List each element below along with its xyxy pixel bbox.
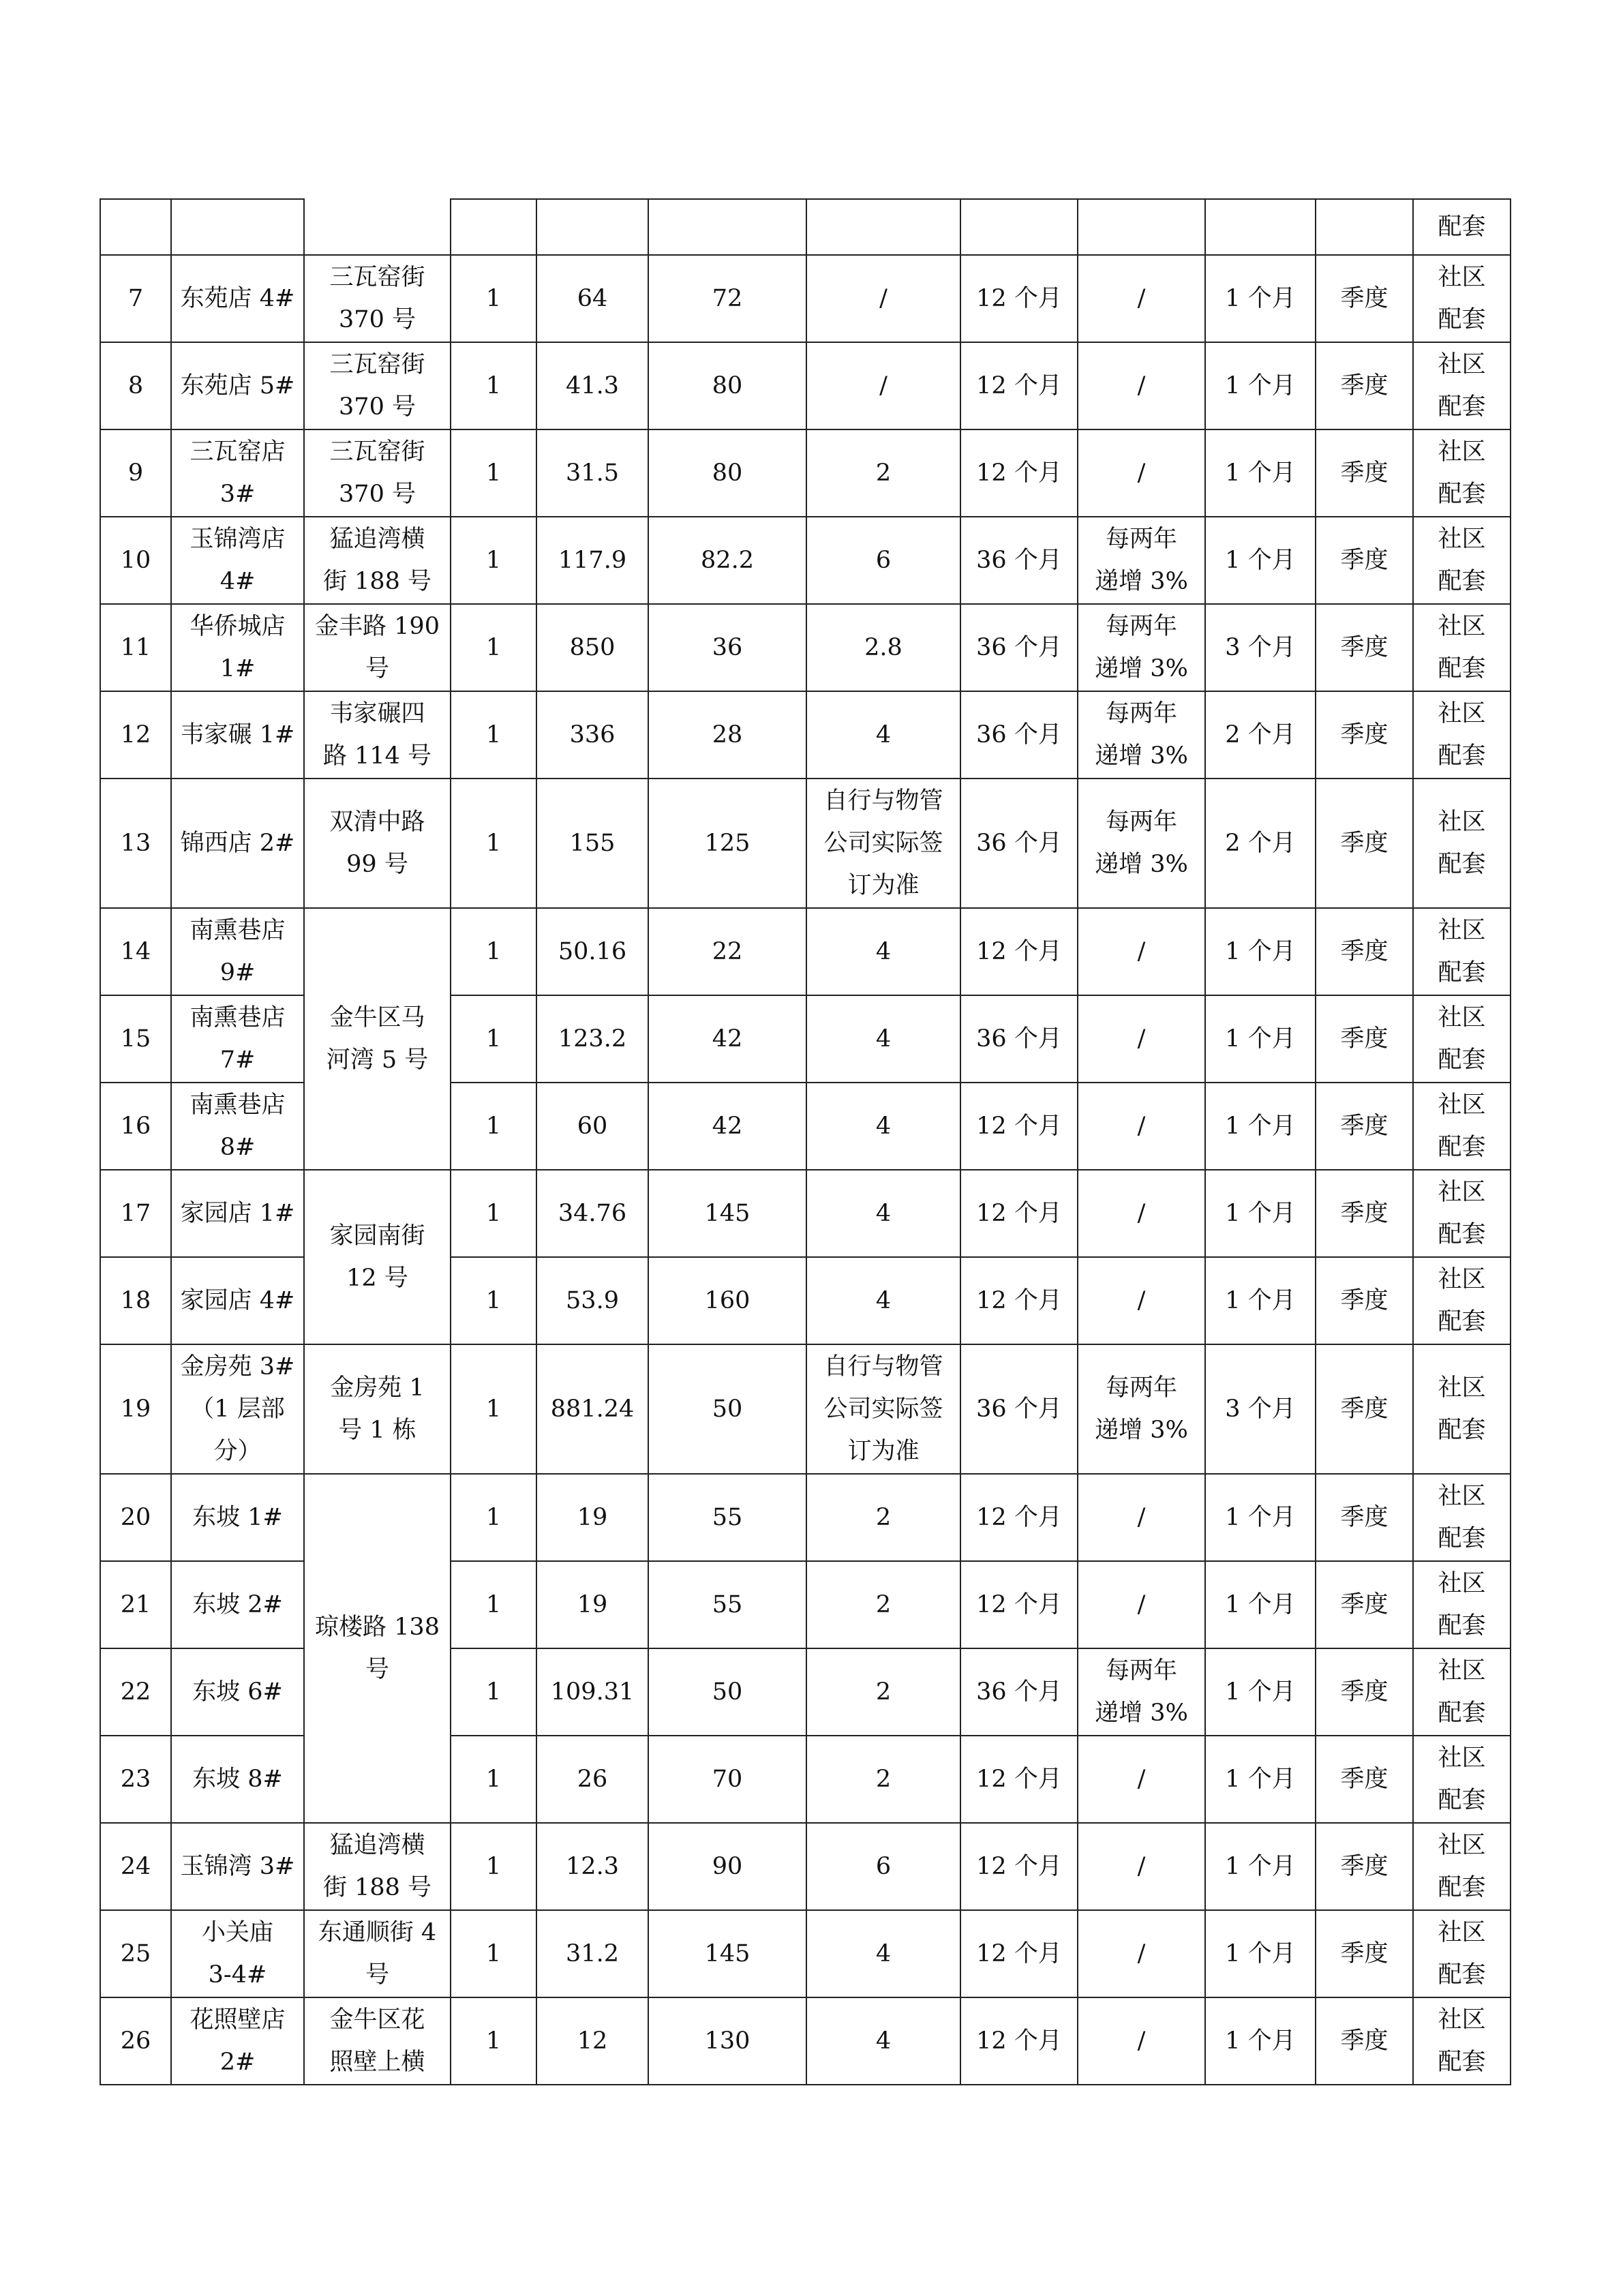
usage-cell: 社区 配套 <box>1413 1823 1511 1910</box>
quantity-cell: 1 <box>451 1257 536 1344</box>
lease-term-cell: 12 个月 <box>960 1474 1078 1561</box>
usage-cell: 社区 配套 <box>1413 1170 1511 1257</box>
store-name-cell: 锦西店 2# <box>171 779 304 908</box>
payment-cycle-cell <box>1316 199 1413 255</box>
row-number-cell: 22 <box>100 1648 171 1736</box>
property-fee-cell: 4 <box>806 1997 960 2085</box>
usage-cell: 社区 配套 <box>1413 1344 1511 1474</box>
deposit-cell: 1 个月 <box>1205 429 1316 517</box>
quantity-cell: 1 <box>451 1083 536 1170</box>
unit-price-cell: 50 <box>648 1344 806 1474</box>
property-fee-cell: 4 <box>806 995 960 1083</box>
table-row <box>100 1910 1511 1997</box>
deposit-cell: 1 个月 <box>1205 995 1316 1083</box>
property-fee-cell: 2 <box>806 1648 960 1736</box>
lease-term-cell: 12 个月 <box>960 1910 1078 1997</box>
usage-cell: 社区 配套 <box>1413 779 1511 908</box>
store-name-cell: 东坡 6# <box>171 1648 304 1736</box>
quantity-cell: 1 <box>451 1344 536 1474</box>
rent-increase-cell: / <box>1078 1474 1205 1561</box>
unit-price-cell: 55 <box>648 1474 806 1561</box>
payment-cycle-cell: 季度 <box>1316 1083 1413 1170</box>
property-fee-cell: 4 <box>806 691 960 779</box>
payment-cycle-cell: 季度 <box>1316 1344 1413 1474</box>
area-cell: 60 <box>536 1083 648 1170</box>
lease-term-cell: 36 个月 <box>960 995 1078 1083</box>
rent-increase-cell: / <box>1078 1823 1205 1910</box>
lease-term-cell: 36 个月 <box>960 779 1078 908</box>
area-cell: 117.9 <box>536 517 648 604</box>
unit-price-cell: 22 <box>648 908 806 995</box>
lease-term-cell: 12 个月 <box>960 1170 1078 1257</box>
usage-cell: 社区 配套 <box>1413 1474 1511 1561</box>
usage-cell: 社区 配套 <box>1413 517 1511 604</box>
lease-term-cell: 36 个月 <box>960 1344 1078 1474</box>
quantity-cell: 1 <box>451 1170 536 1257</box>
rent-increase-cell: / <box>1078 1561 1205 1648</box>
store-name-cell: 家园店 1# <box>171 1170 304 1257</box>
row-number-cell: 26 <box>100 1997 171 2085</box>
lease-term-cell: 36 个月 <box>960 517 1078 604</box>
rent-increase-cell: / <box>1078 1997 1205 2085</box>
property-fee-cell: 6 <box>806 517 960 604</box>
property-fee-cell: / <box>806 342 960 429</box>
area-cell: 41.3 <box>536 342 648 429</box>
payment-cycle-cell: 季度 <box>1316 1910 1413 1997</box>
area-cell: 50.16 <box>536 908 648 995</box>
row-number-cell: 18 <box>100 1257 171 1344</box>
property-fee-cell: 6 <box>806 1823 960 1910</box>
area-cell: 31.5 <box>536 429 648 517</box>
lease-term-cell: 12 个月 <box>960 342 1078 429</box>
store-name-cell: 南熏巷店 9# <box>171 908 304 995</box>
store-name-cell: 金房苑 3# （1 层部 分） <box>171 1344 304 1474</box>
store-name-cell: 华侨城店 1# <box>171 604 304 691</box>
lease-table <box>100 198 1511 2085</box>
row-number-cell: 25 <box>100 1910 171 1997</box>
table-row <box>100 908 1511 995</box>
unit-price-cell: 72 <box>648 255 806 342</box>
payment-cycle-cell: 季度 <box>1316 908 1413 995</box>
address-cell: 三瓦窑街 370 号 <box>304 429 451 517</box>
usage-cell: 配套 <box>1413 199 1511 255</box>
deposit-cell: 2 个月 <box>1205 691 1316 779</box>
lease-term-cell: 12 个月 <box>960 1823 1078 1910</box>
row-number-cell: 16 <box>100 1083 171 1170</box>
area-cell: 881.24 <box>536 1344 648 1474</box>
table-row <box>100 1344 1511 1474</box>
rent-increase-cell: 每两年 递增 3% <box>1078 1648 1205 1736</box>
row-number-cell: 23 <box>100 1736 171 1823</box>
quantity-cell: 1 <box>451 255 536 342</box>
quantity-cell: 1 <box>451 995 536 1083</box>
quantity-cell: 1 <box>451 342 536 429</box>
deposit-cell <box>1205 199 1316 255</box>
store-name-cell: 家园店 4# <box>171 1257 304 1344</box>
unit-price-cell: 145 <box>648 1170 806 1257</box>
payment-cycle-cell: 季度 <box>1316 1170 1413 1257</box>
area-cell: 850 <box>536 604 648 691</box>
rent-increase-cell: / <box>1078 908 1205 995</box>
table-row <box>100 604 1511 691</box>
row-number-cell: 14 <box>100 908 171 995</box>
deposit-cell: 1 个月 <box>1205 1561 1316 1648</box>
rent-increase-cell: / <box>1078 342 1205 429</box>
store-name-cell: 东坡 1# <box>171 1474 304 1561</box>
deposit-cell: 1 个月 <box>1205 1170 1316 1257</box>
unit-price-cell: 42 <box>648 995 806 1083</box>
deposit-cell: 1 个月 <box>1205 1823 1316 1910</box>
row-number-cell: 7 <box>100 255 171 342</box>
deposit-cell: 1 个月 <box>1205 1997 1316 2085</box>
area-cell: 34.76 <box>536 1170 648 1257</box>
unit-price-cell: 50 <box>648 1648 806 1736</box>
table-row <box>100 429 1511 517</box>
rent-increase-cell: / <box>1078 1170 1205 1257</box>
row-number-cell: 24 <box>100 1823 171 1910</box>
address-cell: 金房苑 1 号 1 栋 <box>304 1344 451 1474</box>
quantity-cell: 1 <box>451 1910 536 1997</box>
address-cell: 猛追湾横 街 188 号 <box>304 517 451 604</box>
property-fee-cell: / <box>806 255 960 342</box>
quantity-cell <box>451 199 536 255</box>
lease-term-cell: 12 个月 <box>960 1997 1078 2085</box>
property-fee-cell: 2.8 <box>806 604 960 691</box>
store-name-cell: 小关庙 3-4# <box>171 1910 304 1997</box>
deposit-cell: 1 个月 <box>1205 1910 1316 1997</box>
rent-increase-cell: / <box>1078 1083 1205 1170</box>
unit-price-cell: 145 <box>648 1910 806 1997</box>
rent-increase-cell: / <box>1078 1736 1205 1823</box>
usage-cell: 社区 配套 <box>1413 995 1511 1083</box>
payment-cycle-cell: 季度 <box>1316 779 1413 908</box>
lease-term-cell: 36 个月 <box>960 691 1078 779</box>
store-name-cell: 东坡 2# <box>171 1561 304 1648</box>
deposit-cell: 1 个月 <box>1205 1736 1316 1823</box>
deposit-cell: 1 个月 <box>1205 255 1316 342</box>
row-number-cell: 17 <box>100 1170 171 1257</box>
property-fee-cell: 4 <box>806 1910 960 1997</box>
address-cell: 东通顺街 4 号 <box>304 1910 451 1997</box>
store-name-cell: 玉锦湾 3# <box>171 1823 304 1910</box>
deposit-cell: 1 个月 <box>1205 517 1316 604</box>
unit-price-cell: 42 <box>648 1083 806 1170</box>
lease-term-cell: 12 个月 <box>960 1083 1078 1170</box>
lease-term-cell: 12 个月 <box>960 1736 1078 1823</box>
rent-increase-cell: 每两年 递增 3% <box>1078 779 1205 908</box>
property-fee-cell: 自行与物管 公司实际签 订为准 <box>806 779 960 908</box>
usage-cell: 社区 配套 <box>1413 1910 1511 1997</box>
usage-cell: 社区 配套 <box>1413 1736 1511 1823</box>
area-cell: 31.2 <box>536 1910 648 1997</box>
address-cell: 韦家碾四 路 114 号 <box>304 691 451 779</box>
deposit-cell: 3 个月 <box>1205 604 1316 691</box>
area-cell: 64 <box>536 255 648 342</box>
usage-cell: 社区 配套 <box>1413 691 1511 779</box>
lease-term-cell: 12 个月 <box>960 908 1078 995</box>
lease-term-cell: 12 个月 <box>960 1257 1078 1344</box>
area-cell: 19 <box>536 1474 648 1561</box>
payment-cycle-cell: 季度 <box>1316 1648 1413 1736</box>
area-cell: 12.3 <box>536 1823 648 1910</box>
payment-cycle-cell: 季度 <box>1316 1736 1413 1823</box>
deposit-cell: 1 个月 <box>1205 1257 1316 1344</box>
payment-cycle-cell: 季度 <box>1316 995 1413 1083</box>
quantity-cell: 1 <box>451 1736 536 1823</box>
lease-term-cell: 36 个月 <box>960 604 1078 691</box>
unit-price-cell: 80 <box>648 429 806 517</box>
quantity-cell: 1 <box>451 691 536 779</box>
table-row <box>100 779 1511 908</box>
row-number-cell <box>100 199 171 255</box>
deposit-cell: 1 个月 <box>1205 1474 1316 1561</box>
area-cell: 53.9 <box>536 1257 648 1344</box>
table-row <box>100 1474 1511 1561</box>
area-cell: 26 <box>536 1736 648 1823</box>
usage-cell: 社区 配套 <box>1413 1997 1511 2085</box>
usage-cell: 社区 配套 <box>1413 1083 1511 1170</box>
payment-cycle-cell: 季度 <box>1316 1561 1413 1648</box>
store-name-cell: 东坡 8# <box>171 1736 304 1823</box>
address-cell: 三瓦窑街 370 号 <box>304 255 451 342</box>
unit-price-cell: 28 <box>648 691 806 779</box>
quantity-cell: 1 <box>451 1997 536 2085</box>
store-name-cell: 南熏巷店 7# <box>171 995 304 1083</box>
area-cell: 12 <box>536 1997 648 2085</box>
store-name-cell: 南熏巷店 8# <box>171 1083 304 1170</box>
store-name-cell: 玉锦湾店 4# <box>171 517 304 604</box>
unit-price-cell: 130 <box>648 1997 806 2085</box>
rent-increase-cell: 每两年 递增 3% <box>1078 517 1205 604</box>
rent-increase-cell: / <box>1078 1257 1205 1344</box>
lease-term-cell: 36 个月 <box>960 1648 1078 1736</box>
store-name-cell: 三瓦窑店 3# <box>171 429 304 517</box>
quantity-cell: 1 <box>451 779 536 908</box>
store-name-cell: 花照壁店 2# <box>171 1997 304 2085</box>
property-fee-cell: 2 <box>806 1474 960 1561</box>
property-fee-cell: 4 <box>806 1170 960 1257</box>
quantity-cell: 1 <box>451 1561 536 1648</box>
payment-cycle-cell: 季度 <box>1316 1474 1413 1561</box>
area-cell: 123.2 <box>536 995 648 1083</box>
address-cell: 双清中路 99 号 <box>304 779 451 908</box>
table-row <box>100 1997 1511 2085</box>
lease-term-cell <box>960 199 1078 255</box>
address-cell: 金丰路 190 号 <box>304 604 451 691</box>
address-cell: 家园南街 12 号 <box>304 1170 451 1344</box>
quantity-cell: 1 <box>451 908 536 995</box>
unit-price-cell <box>648 199 806 255</box>
row-number-cell: 13 <box>100 779 171 908</box>
row-number-cell: 15 <box>100 995 171 1083</box>
address-cell: 三瓦窑街 370 号 <box>304 342 451 429</box>
property-fee-cell <box>806 199 960 255</box>
unit-price-cell: 70 <box>648 1736 806 1823</box>
quantity-cell: 1 <box>451 1823 536 1910</box>
row-number-cell: 19 <box>100 1344 171 1474</box>
usage-cell: 社区 配套 <box>1413 255 1511 342</box>
row-number-cell: 11 <box>100 604 171 691</box>
unit-price-cell: 125 <box>648 779 806 908</box>
table-row <box>100 199 1511 255</box>
unit-price-cell: 82.2 <box>648 517 806 604</box>
usage-cell: 社区 配套 <box>1413 908 1511 995</box>
unit-price-cell: 55 <box>648 1561 806 1648</box>
quantity-cell: 1 <box>451 1648 536 1736</box>
area-cell: 336 <box>536 691 648 779</box>
payment-cycle-cell: 季度 <box>1316 1257 1413 1344</box>
store-name-cell: 东苑店 4# <box>171 255 304 342</box>
rent-increase-cell: 每两年 递增 3% <box>1078 1344 1205 1474</box>
deposit-cell: 1 个月 <box>1205 1083 1316 1170</box>
usage-cell: 社区 配套 <box>1413 604 1511 691</box>
unit-price-cell: 90 <box>648 1823 806 1910</box>
deposit-cell: 1 个月 <box>1205 908 1316 995</box>
address-cell: 猛追湾横 街 188 号 <box>304 1823 451 1910</box>
property-fee-cell: 2 <box>806 429 960 517</box>
rent-increase-cell: / <box>1078 995 1205 1083</box>
usage-cell: 社区 配套 <box>1413 342 1511 429</box>
address-cell: 金牛区马 河湾 5 号 <box>304 908 451 1170</box>
row-number-cell: 9 <box>100 429 171 517</box>
unit-price-cell: 160 <box>648 1257 806 1344</box>
table-row <box>100 255 1511 342</box>
usage-cell: 社区 配套 <box>1413 429 1511 517</box>
payment-cycle-cell: 季度 <box>1316 1997 1413 2085</box>
property-fee-cell: 2 <box>806 1561 960 1648</box>
table-body <box>100 199 1511 2085</box>
usage-cell: 社区 配套 <box>1413 1257 1511 1344</box>
payment-cycle-cell: 季度 <box>1316 1823 1413 1910</box>
lease-term-cell: 12 个月 <box>960 255 1078 342</box>
rent-increase-cell: / <box>1078 429 1205 517</box>
payment-cycle-cell: 季度 <box>1316 517 1413 604</box>
rent-increase-cell: / <box>1078 255 1205 342</box>
row-number-cell: 12 <box>100 691 171 779</box>
rent-increase-cell: / <box>1078 1910 1205 1997</box>
deposit-cell: 1 个月 <box>1205 1648 1316 1736</box>
quantity-cell: 1 <box>451 517 536 604</box>
unit-price-cell: 36 <box>648 604 806 691</box>
quantity-cell: 1 <box>451 1474 536 1561</box>
lease-term-cell: 12 个月 <box>960 1561 1078 1648</box>
address-cell <box>304 199 451 255</box>
table-row <box>100 342 1511 429</box>
payment-cycle-cell: 季度 <box>1316 691 1413 779</box>
table-row <box>100 691 1511 779</box>
deposit-cell: 2 个月 <box>1205 779 1316 908</box>
table-row <box>100 1170 1511 1257</box>
quantity-cell: 1 <box>451 429 536 517</box>
table-row <box>100 1823 1511 1910</box>
store-name-cell: 东苑店 5# <box>171 342 304 429</box>
property-fee-cell: 2 <box>806 1736 960 1823</box>
quantity-cell: 1 <box>451 604 536 691</box>
rent-increase-cell: 每两年 递增 3% <box>1078 604 1205 691</box>
payment-cycle-cell: 季度 <box>1316 255 1413 342</box>
property-fee-cell: 4 <box>806 1083 960 1170</box>
store-name-cell: 韦家碾 1# <box>171 691 304 779</box>
row-number-cell: 10 <box>100 517 171 604</box>
rent-increase-cell <box>1078 199 1205 255</box>
payment-cycle-cell: 季度 <box>1316 429 1413 517</box>
usage-cell: 社区 配套 <box>1413 1648 1511 1736</box>
area-cell: 19 <box>536 1561 648 1648</box>
deposit-cell: 1 个月 <box>1205 342 1316 429</box>
table-row <box>100 517 1511 604</box>
row-number-cell: 20 <box>100 1474 171 1561</box>
deposit-cell: 3 个月 <box>1205 1344 1316 1474</box>
property-fee-cell: 4 <box>806 908 960 995</box>
usage-cell: 社区 配套 <box>1413 1561 1511 1648</box>
address-cell: 琼楼路 138 号 <box>304 1474 451 1823</box>
rent-increase-cell: 每两年 递增 3% <box>1078 691 1205 779</box>
row-number-cell: 8 <box>100 342 171 429</box>
property-fee-cell: 自行与物管 公司实际签 订为准 <box>806 1344 960 1474</box>
payment-cycle-cell: 季度 <box>1316 342 1413 429</box>
property-fee-cell: 4 <box>806 1257 960 1344</box>
payment-cycle-cell: 季度 <box>1316 604 1413 691</box>
lease-term-cell: 12 个月 <box>960 429 1078 517</box>
area-cell: 155 <box>536 779 648 908</box>
address-cell: 金牛区花 照壁上横 <box>304 1997 451 2085</box>
area-cell <box>536 199 648 255</box>
row-number-cell: 21 <box>100 1561 171 1648</box>
unit-price-cell: 80 <box>648 342 806 429</box>
area-cell: 109.31 <box>536 1648 648 1736</box>
store-name-cell <box>171 199 304 255</box>
